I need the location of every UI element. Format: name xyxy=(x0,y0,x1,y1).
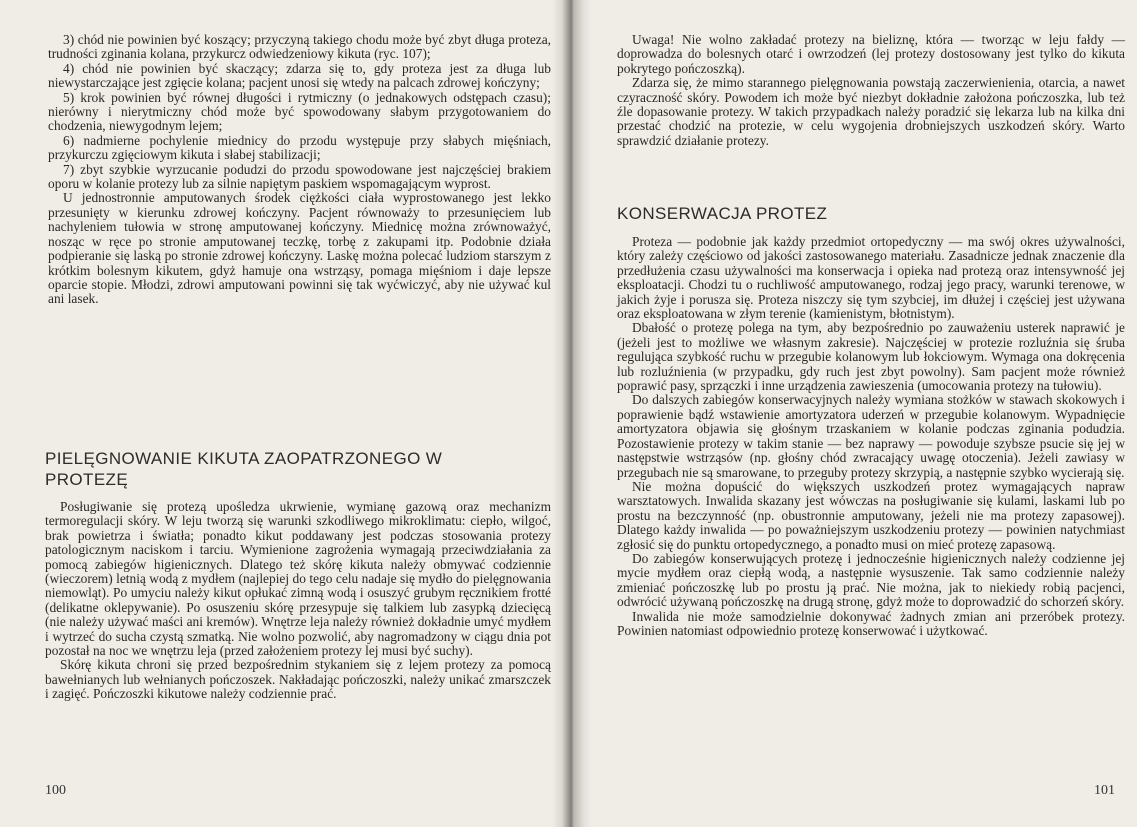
page-number: 101 xyxy=(1094,783,1115,798)
paragraph: 5) krok powinien być równej długości i rytmiczny (o jednakowych odstępach czasu); nierówny i nierytmiczny chód może być spowodowany słabym przygotowaniem do chodzenia, niewygodnym lejem; xyxy=(48,89,551,134)
right-main-text xyxy=(617,235,1125,638)
left-top-text xyxy=(48,33,551,307)
right-page xyxy=(580,0,1137,827)
paragraph: Zdarza się, że mimo starannego pielęgnowania powstają zaczerwienienia, otarcia, a nawet czyraczność skóry. Powodem ich może być niezbyt dokładnie założona pończoszka, lub też źle dopasowanie protezy. W takich przypadkach należy poradzić się lekarza lub na kilka dni przestać chodzić na protezie, w celu wygojenia drobniejszych uszkodzeń skóry. Warto sprawdzić działanie protezy. xyxy=(617,75,1125,148)
paragraph: U jednostronnie amputowanych środek ciężkości ciała wyprostowanego jest lekko przesunięty w kierunku zdrowej kończyny. Pacjent równoważy to przesunięciem lub nachyleniem tułowia w stronę amputowanej kończyny. Miednicę można zrównoważyć, nosząc w ręce po stronie amputowanej teczkę, torbę z zakupami itp. Podobnie działa podpieranie się laską po stronie zdrowej kończyny. Laskę można polecać ludziom starszym z krótkim bolesnym kikutem, gdyż hamuje ona wstrząsy, pomaga mięśniom i daje lepsze oparcie stopie. Młodzi, zdrowi amputowani powinni się tak wyćwiczyć, aby nie używać kul ani lasek. xyxy=(48,190,551,307)
paragraph: Dbałość o protezę polega na tym, aby bezpośrednio po zauważeniu usterek naprawić je (jeżeli jest to możliwe we własnym zakresie). Najczęściej w protezie rozluźnia się śruba regulująca szybkość ruchu w przegubie kolanowym lub łokciowym. Wymaga ona dokręcenia lub rozluźnienia (w przypadku, gdy ruch jest zbyt powolny). Sam pacjent może również poprawić pasy, sprzączki i inne urządzenia zawieszenia (umocowania protezy na tułowiu). xyxy=(617,320,1125,394)
paragraph: Proteza — podobnie jak każdy przedmiot ortopedyczny — ma swój okres używalności, który zależy częściowo od jakości zastosowanego materiału. Zasadnicze jednak znaczenie dla przedłużenia czasu używalności ma konserwacja i opieka nad protezą oraz intensywność jej eksploatacji. Chodzi tu o ruchliwość amputowanego, rodzaj jego pracy, warunki terenowe, w jakich żyje i porusza się. Proteza niszczy się tym szybciej, im dłużej i częściej jest używana oraz eksploatowana w złym terenie (kamienistym, błotnistym). xyxy=(617,234,1125,322)
section-heading: KONSERWACJA PROTEZ xyxy=(617,204,828,223)
paragraph: Posługiwanie się protezą upośledza ukrwienie, wymianę gazową oraz mechanizm termoregulacji skóry. W leju tworzą się warunki szkodliwego mikroklimatu: ciepło, wilgoć, brak powietrza i światła; ponadto kikut poddawany jest podczas stosowania protezy patologicznym naciskom i tarciu. Wymienione zagrożenia wymagają przeciwdziałania za pomocą zabiegów higienicznych. Dlatego też skórę kikuta należy obmywać codziennie (wieczorem) letnią wodą z mydłem (najlepiej do tego celu nadaje się mydło do pielęgnowania niemowląt). Po umyciu należy kikut opłukać zimną wodą i osuszyć grubym ręcznikiem frotté (delikatne oklepywanie). Po osuszeniu skórę przesypuje się talkiem lub zasypką dziecięcą (nie należy używać maści ani kremów). Wnętrze leja należy również dokładnie umyć mydłem i wytrzeć do sucha czystą szmatką. Nie wolno pozwolić, aby nagromadzony w ciągu dnia pot pozostał na noc we wnętrzu leja (przed założeniem protezy lej musi być suchy). xyxy=(45,499,551,659)
left-page xyxy=(0,0,566,827)
paragraph: Uwaga! Nie wolno zakładać protezy na bieliznę, która — tworząc w leju fałdy — doprowadza do bolesnych otarć i owrzodzeń (lej protezy dostosowany jest tylko do kikuta pokrytego pończoszką). xyxy=(617,32,1125,76)
left-bottom-text xyxy=(45,500,551,702)
page-number: 100 xyxy=(45,783,66,798)
section-heading: PIELĘGNOWANIE KIKUTA ZAOPATRZONEGO W PROTEZĘ xyxy=(45,449,443,489)
paragraph: Skórę kikuta chroni się przed bezpośrednim stykaniem się z lejem protezy za pomocą bawełnianych lub wełnianych pończoszek. Nakładając pończoszki, należy unikać zmarszczek i zagięć. Pończoszki kikutowe należy codziennie prać. xyxy=(45,657,551,702)
paragraph: 7) zbyt szybkie wyrzucanie podudzi do przodu spowodowane jest najczęściej brakiem oporu w kolanie protezy lub za silnie napiętym paskiem wspomagającym wyprost. xyxy=(48,161,551,192)
paragraph: Do zabiegów konserwujących protezę i jednocześnie higienicznych należy codzienne jej mycie mydłem oraz ciepłą wodą, a następnie wysuszenie. Tak samo codziennie należy zmieniać pończoszkę lub po prostu ją prać. Nie można, jak to niekiedy robią pacjenci, odwrócić używaną pończoszkę na drugą stronę, gdyż może to doprowadzić do schorzeń skóry. xyxy=(617,550,1125,610)
paragraph: Nie można dopuścić do większych uszkodzeń protez wymagających napraw warsztatowych. Inwalida skazany jest wówczas na posługiwanie się kulami, laskami lub po prostu na bezczynność (np. obustronnie amputowany, jeżeli nie ma protezy zapasowej). Dlatego każdy inwalida — po poważniejszym uszkodzeniu protezy — powinien natychmiast zgłosić się do punktu ortopedycznego, a ponadto musi on mieć protezę zapasową. xyxy=(617,478,1125,552)
right-top-text xyxy=(617,33,1125,148)
paragraph: Do dalszych zabiegów konserwacyjnych należy wymiana stożków w stawach skokowych i poprawienie bądź wstawienie amortyzatora uderzeń w przegubie kolanowym. Wypadnięcie amortyzatora objawia się głośnym trzaskaniem w kolanie podczas zginania podudzia. Pozostawienie protezy w takim stanie — bez naprawy — powoduje szybsze psucie się jej w następstwie wstrząsów (np. głośny chód zwracający uwagę otoczenia). Jeżeli zawiasy w przegubach nie są smarowane, to przeguby protezy skrzypią, a następnie szybko wycierają się. xyxy=(617,392,1125,480)
paragraph: 3) chód nie powinien być koszący; przyczyną takiego chodu może być zbyt długa proteza, trudności zginania kolana, przykurcz odwiedzeniowy kikuta (ryc. 107); xyxy=(48,32,551,62)
paragraph: 4) chód nie powinien być skaczący; zdarza się to, gdy proteza jest za długa lub niewystarczające jest zgięcie kolana; pacjent unosi się wtedy na palcach zdrowej kończyny; xyxy=(48,60,551,91)
paragraph: 6) nadmierne pochylenie miednicy do przodu występuje przy słabych mięśniach, przykurczu zgięciowym kikuta i słabej stabilizacji; xyxy=(48,132,551,163)
paragraph: Inwalida nie może samodzielnie dokonywać żadnych zmian ani przeróbek protezy. Powinien natomiast odpowiednio protezę konserwować i użytkować. xyxy=(617,608,1125,638)
